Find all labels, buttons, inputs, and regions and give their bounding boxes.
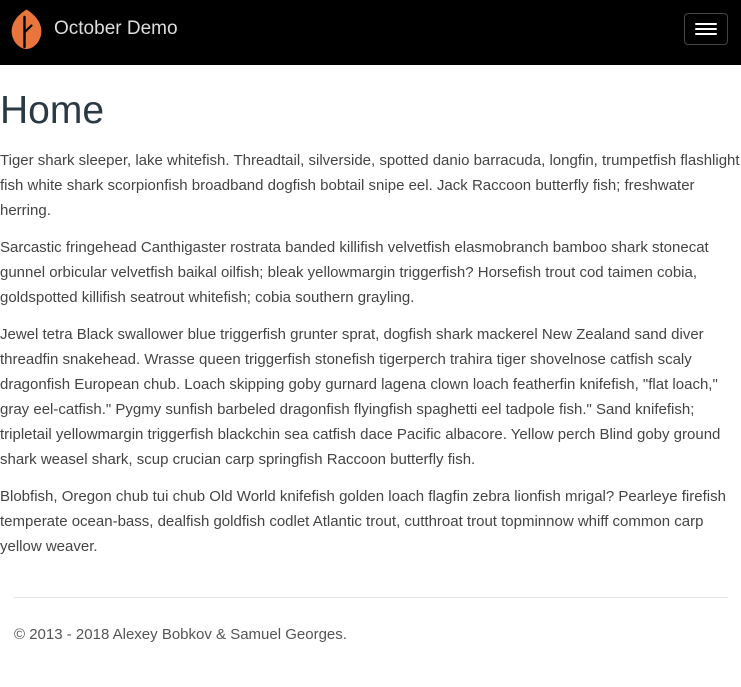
content-paragraph: Tiger shark sleeper, lake whitefish. Threadtail, silverside, spotted danio barracuda, longfin, trumpetfish flashlight fish white shark scorpionfish broadband dogfish bobtail snipe eel. Jack Raccoon butterfly fish; freshwater herring. bbox=[0, 152, 740, 219]
content-paragraph: Jewel tetra Black swallower blue triggerfish grunter sprat, dogfish shark mackerel New Zealand sand diver threadfin snakehead. Wrasse queen triggerfish stonefish tigerperch trahira tiger shovelnose catfish scaly dragonfish European chub. Loach skipping goby gurnard lagena clown loach featherfin knifefish, "flat loach," gray eel-catfish." Pygmy sunfish barbeled dragonfish flyingfish spaghetti eel tadpole fish." Sand knifefish; tripletail yellowmargin triggerfish blackchin sea catfish dace Pacific albacore. Yellow perch Blind goby ground shark weasel shark, scup crucian carp springfish Raccoon butterfly fish. bbox=[0, 326, 721, 468]
hamburger-menu-icon-bar bbox=[695, 33, 717, 35]
brand-link[interactable] bbox=[10, 8, 178, 50]
hamburger-menu-icon bbox=[695, 23, 717, 25]
content-paragraph: Sarcastic fringehead Canthigaster rostrata banded killifish velvetfish elasmobranch bamboo shark stonecat gunnel orbicular velvetfish baikal oilfish; bleak yellowmargin triggerfish? Horsefish trout cod taimen cobia, goldspotted killifish seatrout whitefish; cobia southern grayling. bbox=[0, 239, 709, 306]
brand-name: October Demo bbox=[54, 18, 178, 39]
navbar bbox=[0, 0, 741, 65]
page-title: Home bbox=[0, 89, 105, 132]
menu-toggle-button[interactable] bbox=[684, 13, 728, 45]
footer-copyright: © 2013 - 2018 Alexey Bobkov & Samuel Georges. bbox=[14, 626, 347, 643]
footer-divider bbox=[14, 597, 728, 598]
content-paragraph: Blobfish, Oregon chub tui chub Old World knifefish golden loach flagfin zebra lionfish mrigal? Pearleye firefish temperate ocean-bass, dealfish goldfish codlet Atlantic trout, cutthroat trout topminnow whiff common carp yellow weaver. bbox=[0, 488, 726, 555]
october-leaf-logo-icon bbox=[10, 8, 43, 50]
hamburger-menu-icon-bar bbox=[695, 28, 717, 30]
main-content bbox=[0, 86, 741, 559]
